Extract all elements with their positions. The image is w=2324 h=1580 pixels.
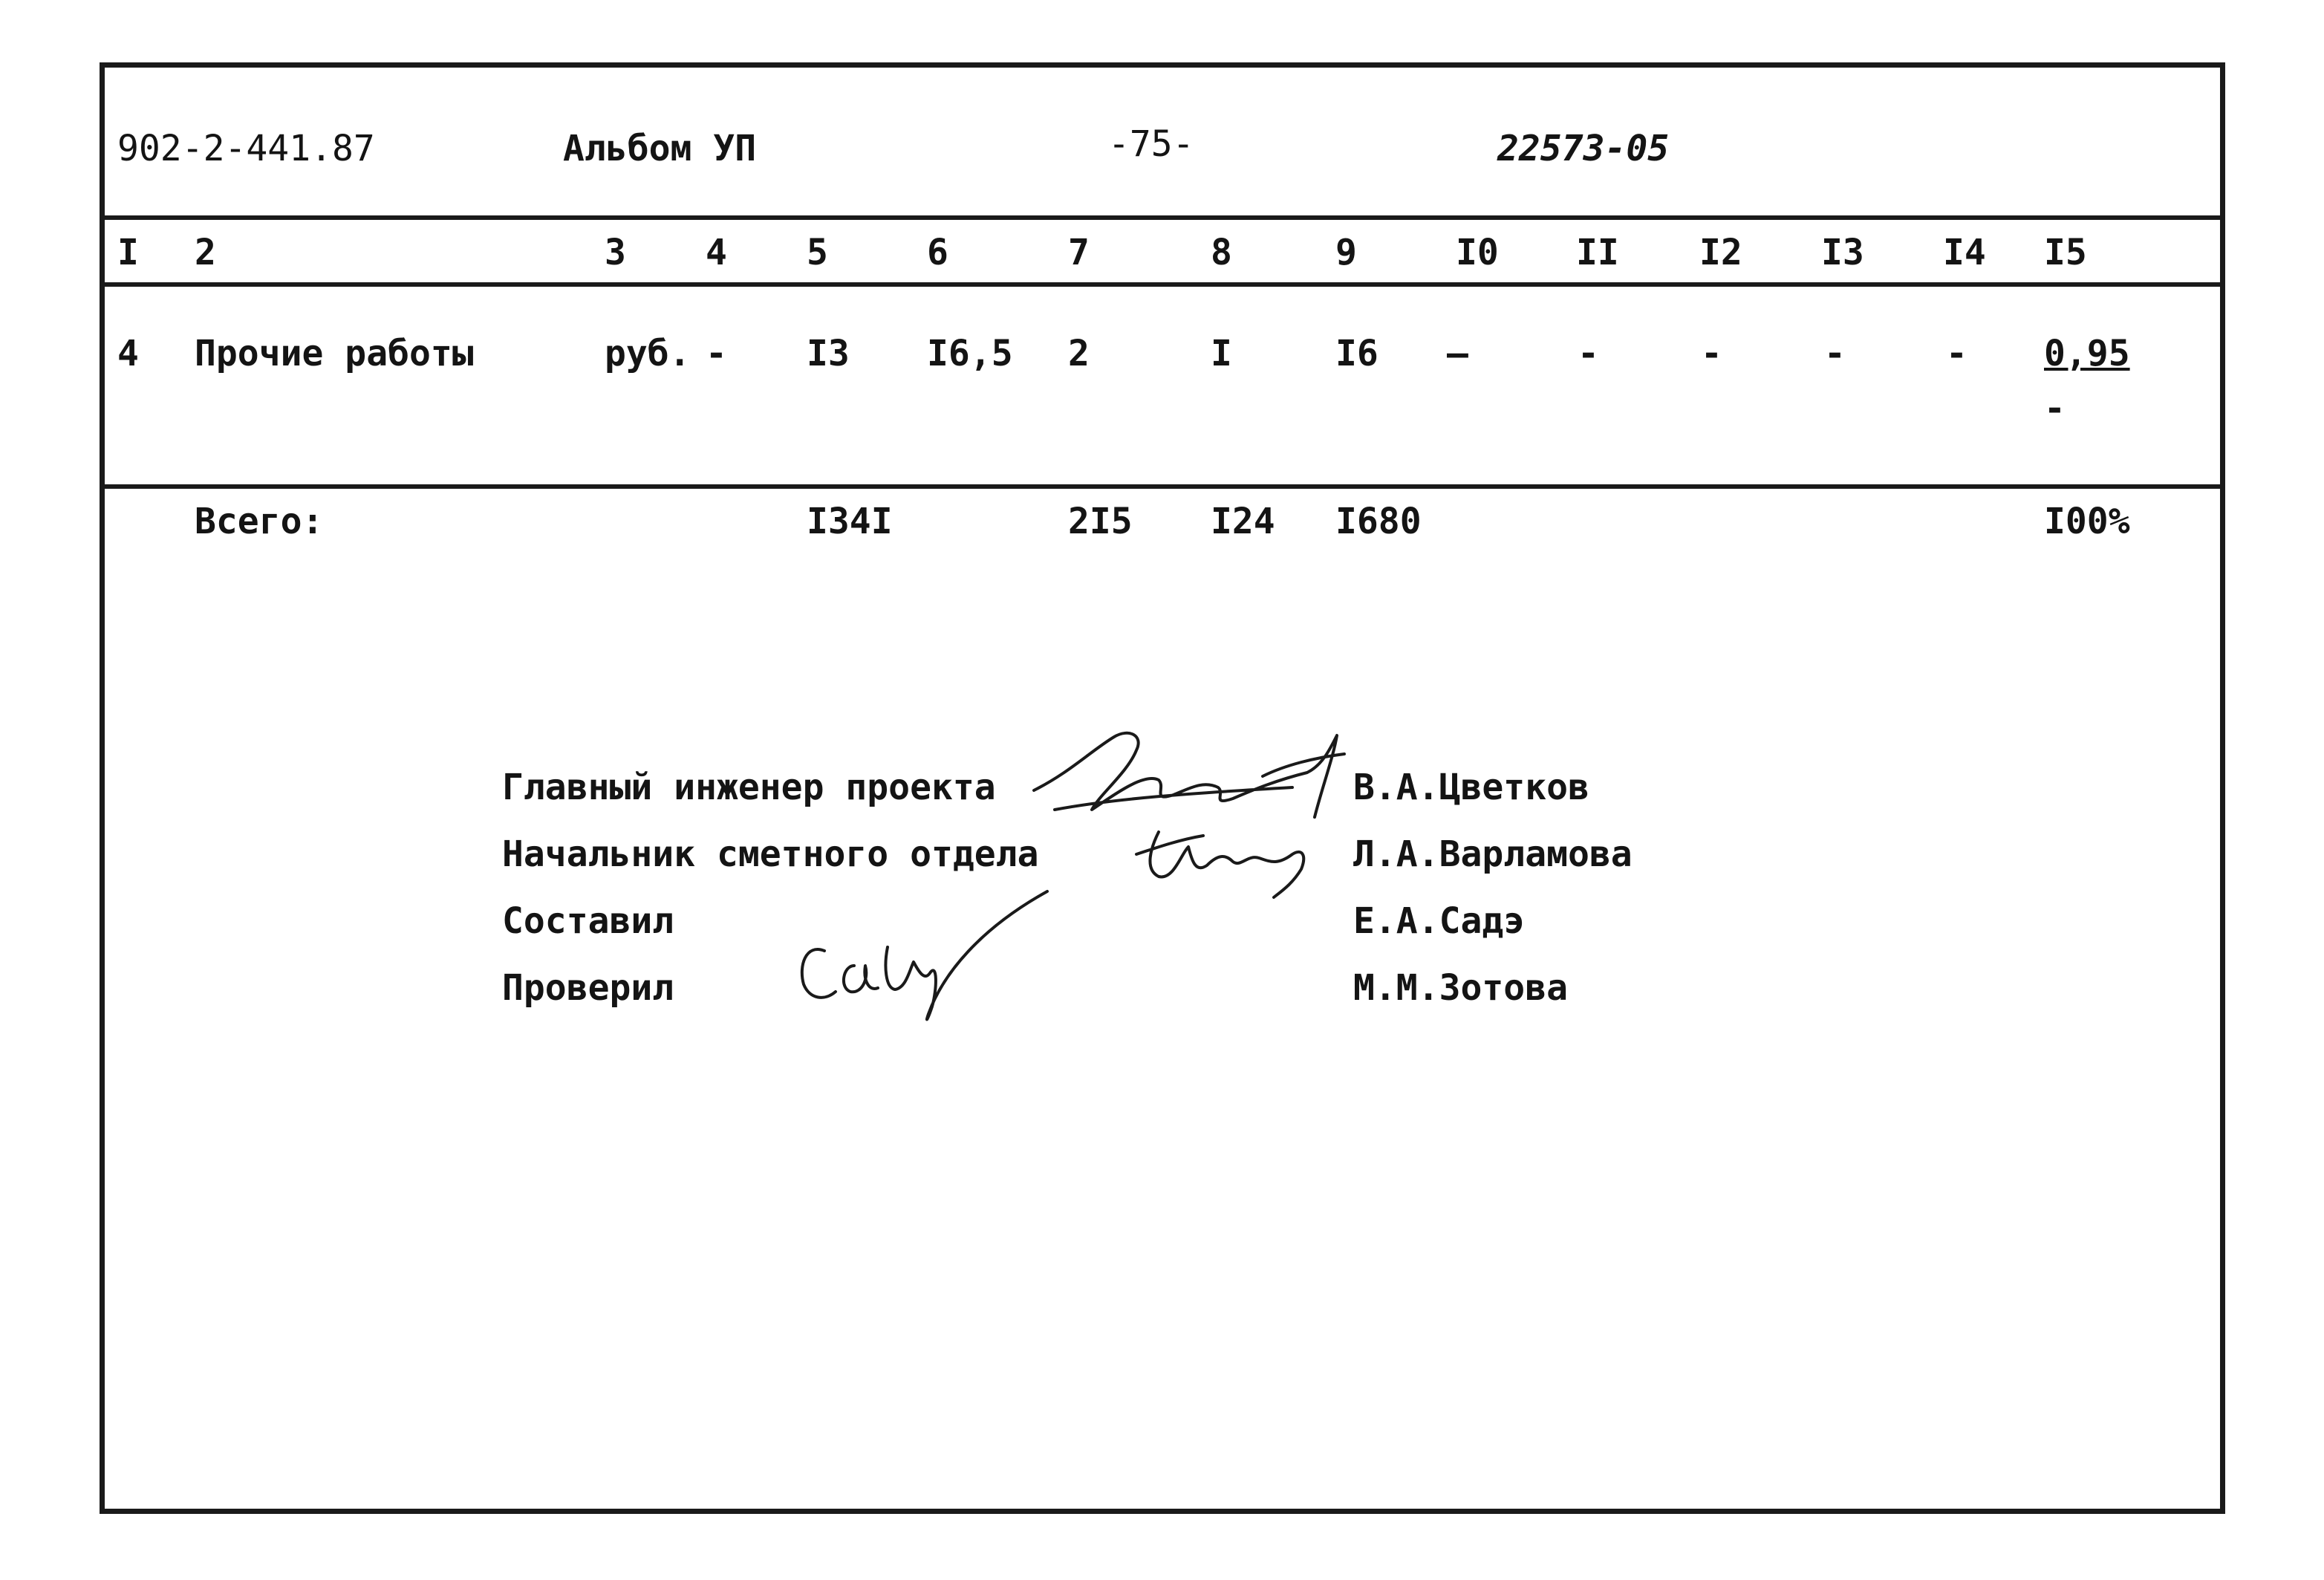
column-number: I [117, 232, 139, 273]
column-number: I4 [1943, 232, 1986, 273]
signature-name: Е.А.Садэ [1353, 900, 1526, 942]
row-cell: 0,95 [2044, 333, 2130, 374]
row-number: 4 [117, 333, 139, 374]
row-cell: I6 [1335, 333, 1379, 374]
page-number: -75- [1108, 123, 1194, 165]
total-cell: I34I [807, 501, 893, 542]
signature-estimate-head [1136, 832, 1303, 897]
total-cell: I680 [1335, 501, 1422, 542]
column-number: 7 [1068, 232, 1090, 273]
row-cell: - [1701, 333, 1722, 374]
row-cell: I [1211, 333, 1232, 374]
column-number: 4 [706, 232, 727, 273]
row-cell: I3 [807, 333, 850, 374]
doc-code: 902-2-441.87 [117, 128, 375, 169]
signature-name: В.А.Цветков [1353, 767, 1589, 808]
column-number: 2 [195, 232, 216, 273]
total-cell: I00% [2044, 501, 2130, 542]
total-cell: 2I5 [1068, 501, 1133, 542]
column-number: 5 [807, 232, 828, 273]
signature-role: Начальник сметного отдела [502, 833, 1039, 875]
row-cell: I6,5 [927, 333, 1013, 374]
row-cell: - [1946, 333, 1967, 374]
column-number: 6 [927, 232, 948, 273]
row-cell-below: - [2044, 388, 2066, 429]
signature-role: Главный инженер проекта [502, 767, 996, 808]
total-cell: I24 [1211, 501, 1275, 542]
signature-name: М.М.Зотова [1353, 967, 1568, 1009]
row-cell: — [1447, 333, 1468, 374]
signature-name: Л.А.Варламова [1353, 833, 1633, 875]
inventory-number: 22573-05 [1497, 128, 1670, 169]
column-number: I0 [1456, 232, 1499, 273]
signature-role: Составил [502, 900, 674, 942]
column-number: I3 [1821, 232, 1864, 273]
row-cell: - [1824, 333, 1846, 374]
album-label: Альбом УП [563, 128, 757, 169]
row-cell: - [706, 333, 727, 374]
column-number: I2 [1699, 232, 1742, 273]
row-cell: 2 [1068, 333, 1090, 374]
row-name: Прочие работы [195, 333, 474, 374]
column-number: I5 [2044, 232, 2087, 273]
signature-compiler [802, 891, 1047, 1019]
column-number: 8 [1211, 232, 1232, 273]
column-number: 9 [1335, 232, 1357, 273]
total-label: Всего: [195, 501, 324, 542]
column-number: 3 [605, 232, 626, 273]
row-cell: - [1578, 333, 1599, 374]
signature-chief-engineer [1034, 733, 1344, 817]
column-number: II [1576, 232, 1619, 273]
signature-role: Проверил [502, 967, 674, 1009]
row-unit: руб. [605, 333, 691, 374]
